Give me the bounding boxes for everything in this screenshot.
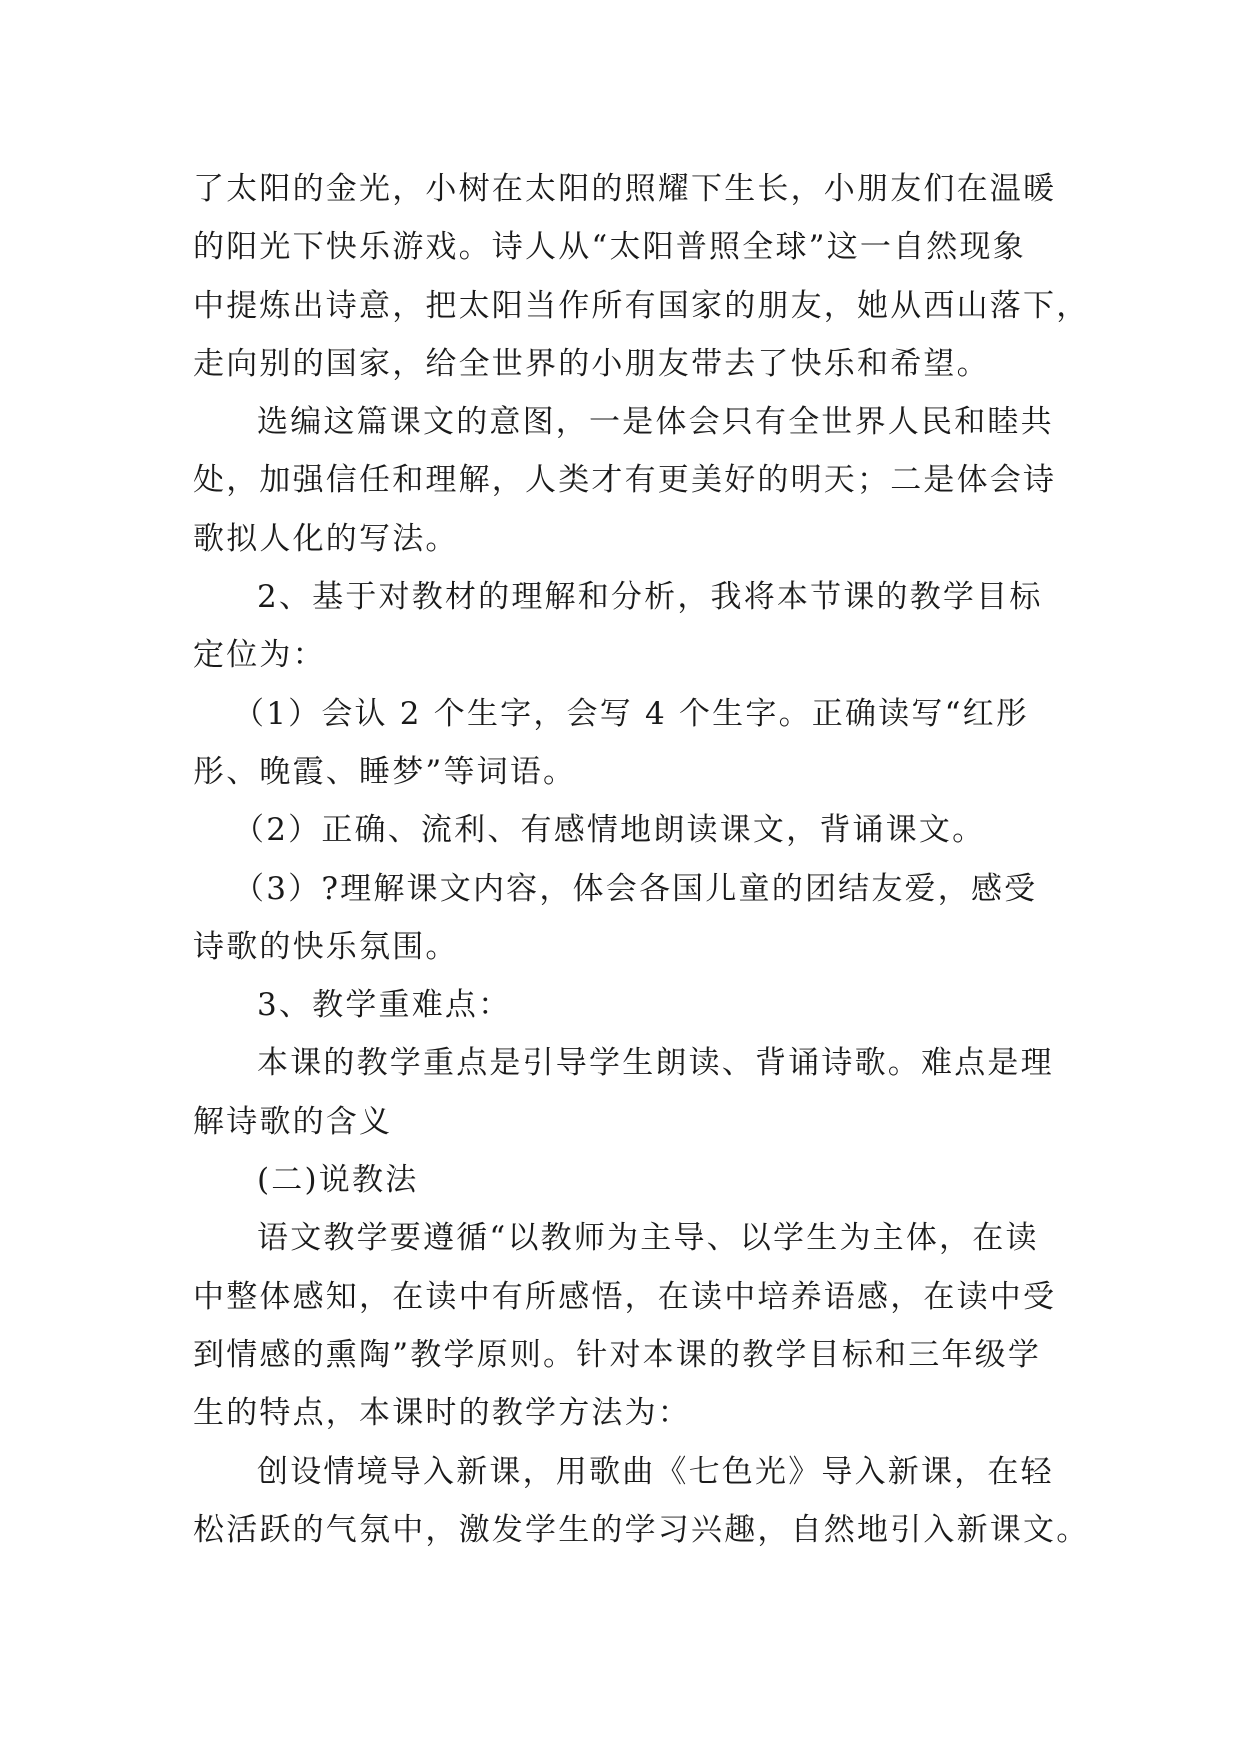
paragraph-line: 彤、晚霞、睡梦”等词语。 bbox=[193, 753, 577, 790]
paragraph-line: 中整体感知，在读中有所感悟，在读中培养语感，在读中受 bbox=[193, 1278, 1057, 1315]
paragraph-line: 到情感的熏陶”教学原则。针对本课的教学目标和三年级学 bbox=[193, 1336, 1042, 1373]
paragraph-line: 的阳光下快乐游戏。诗人从“太阳普照全球”这一自然现象 bbox=[193, 229, 1026, 266]
paragraph-line: 处，加强信任和理解，人类才有更美好的明天；二是体会诗 bbox=[193, 462, 1057, 499]
paragraph-line: 歌拟人化的写法。 bbox=[193, 520, 459, 557]
paragraph-line: 2、基于对教材的理解和分析，我将本节课的教学目标 bbox=[257, 579, 1043, 616]
paragraph-line: 创设情境导入新课，用歌曲《七色光》导入新课，在轻 bbox=[257, 1453, 1054, 1490]
paragraph-line: 本课的教学重点是引导学生朗读、背诵诗歌。难点是理 bbox=[257, 1045, 1054, 1082]
paragraph-line: 松活跃的气氛中，激发学生的学习兴趣，自然地引入新课文。 bbox=[193, 1511, 1090, 1548]
paragraph-line: 诗歌的快乐氛围。 bbox=[193, 928, 459, 965]
paragraph-line: 生的特点，本课时的教学方法为： bbox=[193, 1395, 691, 1432]
body-text bbox=[193, 160, 1090, 1559]
section-heading: (二)说教法 bbox=[257, 1162, 419, 1199]
list-item: （2）正确、流利、有感情地朗读课文，背诵课文。 bbox=[233, 812, 986, 849]
paragraph-line: 语文教学要遵循“以教师为主导、以学生为主体，在读 bbox=[257, 1220, 1039, 1257]
paragraph-line: 中提炼出诗意，把太阳当作所有国家的朋友，她从西山落下， bbox=[193, 287, 1090, 324]
paragraph-line: 解诗歌的含义 bbox=[193, 1103, 393, 1140]
paragraph-line: 选编这篇课文的意图，一是体会只有全世界人民和睦共 bbox=[257, 404, 1054, 441]
paragraph-line: 定位为： bbox=[193, 637, 326, 674]
paragraph-line: 走向别的国家，给全世界的小朋友带去了快乐和希望。 bbox=[193, 345, 990, 382]
paragraph-line: 了太阳的金光，小树在太阳的照耀下生长，小朋友们在温暖 bbox=[193, 171, 1057, 207]
section-heading: 3、教学重难点： bbox=[257, 987, 512, 1024]
list-item: （1）会认 2 个生字，会写 4 个生字。正确读写“红彤 bbox=[233, 695, 1030, 732]
list-item: （3）?理解课文内容，体会各国儿童的团结友爱，感受 bbox=[233, 870, 1038, 907]
